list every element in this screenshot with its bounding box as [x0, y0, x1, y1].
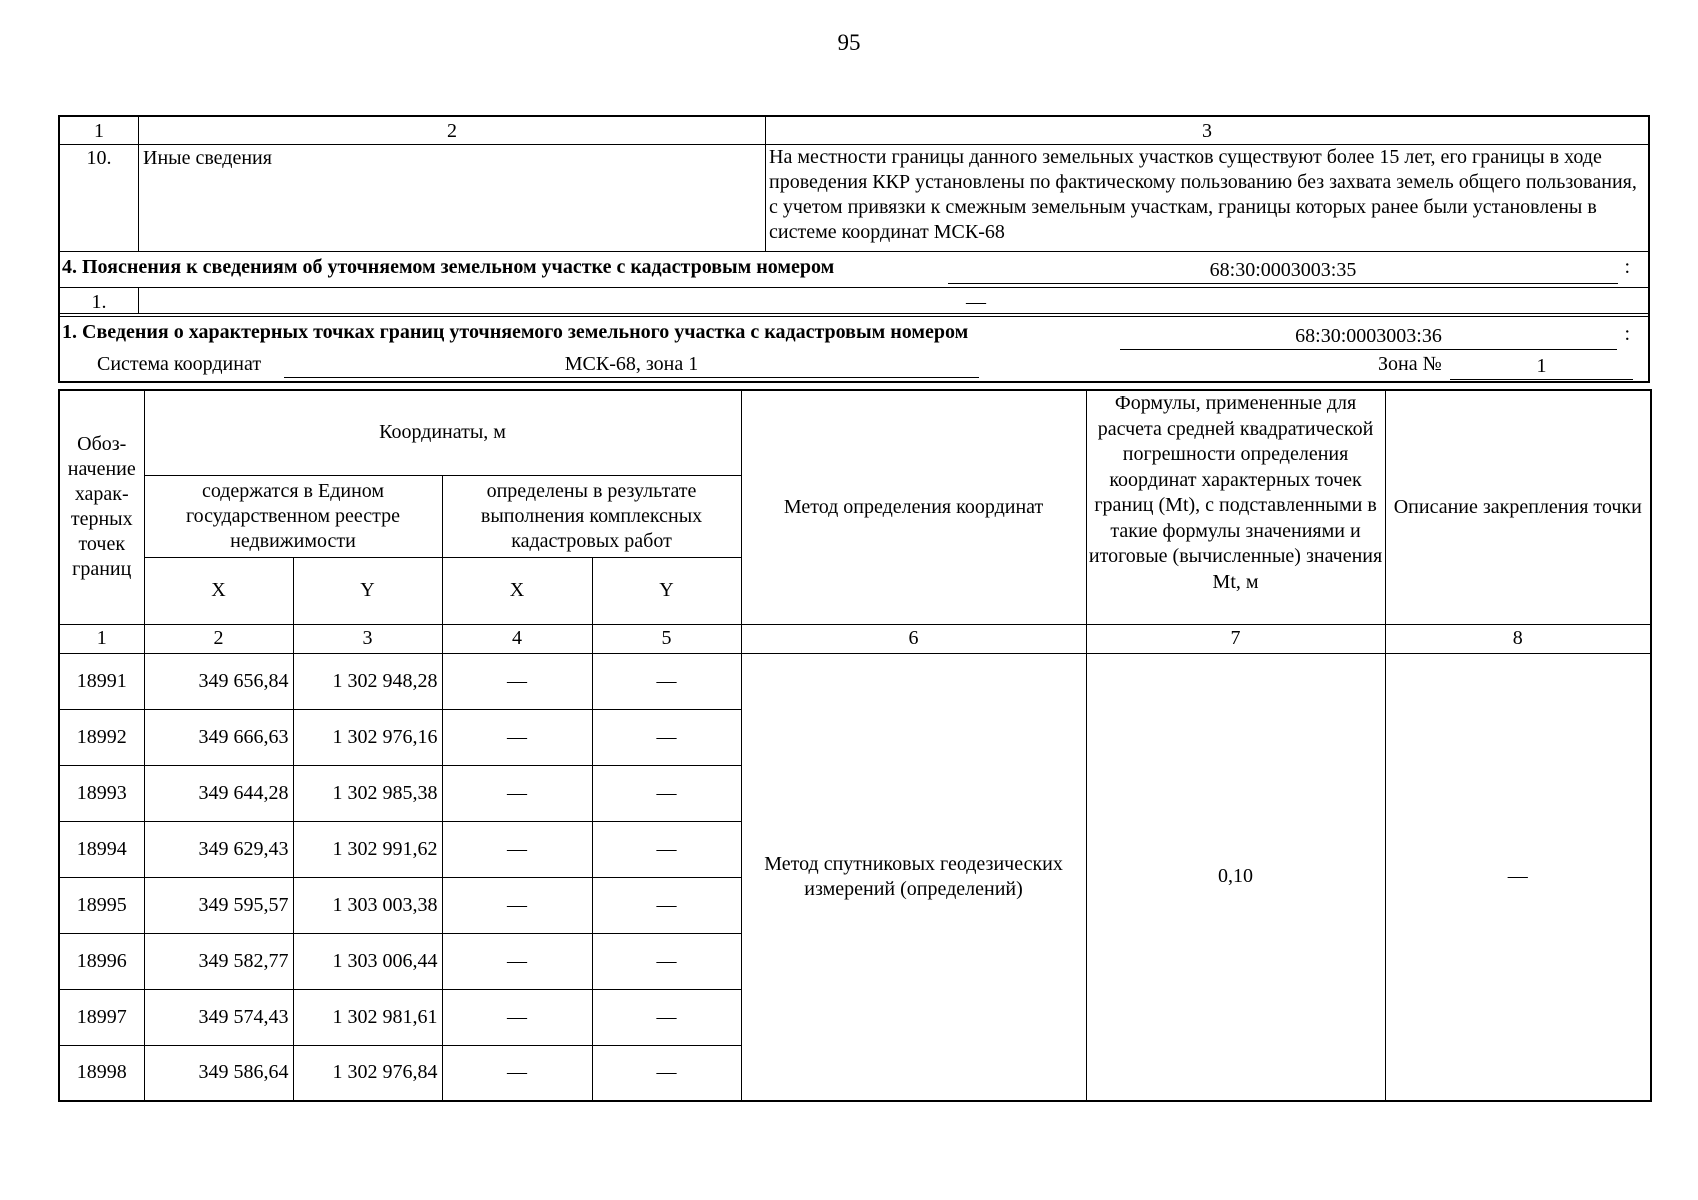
point-x: 349 574,43	[144, 989, 293, 1045]
col-number: 6	[741, 624, 1086, 653]
column-numbers-row	[59, 624, 1651, 653]
section4-colon: :	[1624, 256, 1630, 278]
point-y2: —	[592, 653, 741, 709]
other-info-text: На местности границы данного земельных участков существуют более 15 лет, его границы в ходе проведения ККР установлены по фактическому пользованию без захвата земель общего пользования, с учетом привязки к смежным земельным участкам, границы которых ранее были установлены в системе координат МСК-68	[769, 146, 1637, 243]
header-x1: X	[144, 557, 293, 624]
header-in-registry: содержатся в Едином государственном реестре недвижимости	[144, 475, 442, 557]
top-block	[58, 115, 1650, 383]
point-x2: —	[442, 989, 592, 1045]
point-y: 1 303 003,38	[293, 877, 442, 933]
header-determined: определены в результате выполнения комплексных кадастровых работ	[442, 475, 741, 557]
page-number: 95	[837, 30, 861, 55]
point-x: 349 586,64	[144, 1045, 293, 1101]
header-designation: Обоз-начение харак-терных точек границ	[59, 390, 144, 624]
point-x2: —	[442, 821, 592, 877]
point-y: 1 302 948,28	[293, 653, 442, 709]
header-y2: Y	[592, 557, 741, 624]
section4-label: 4. Пояснения к сведениям об уточняемом земельном участке с кадастровым номером	[62, 256, 835, 278]
mt-value: 0,10	[1086, 653, 1385, 1101]
point-id: 18998	[59, 1045, 144, 1101]
coord-system-label: Система координат	[97, 353, 262, 375]
point-y: 1 302 981,61	[293, 989, 442, 1045]
point-y: 1 302 976,16	[293, 709, 442, 765]
point-id: 18996	[59, 933, 144, 989]
header-description: Описание закрепления точки	[1385, 390, 1651, 624]
point-x: 349 644,28	[144, 765, 293, 821]
point-x: 349 656,84	[144, 653, 293, 709]
section4-row-num: 1.	[60, 288, 139, 313]
point-y2: —	[592, 1045, 741, 1101]
col-number: 8	[1385, 624, 1651, 653]
points-table	[58, 389, 1652, 1102]
zone-value: 1	[1450, 353, 1633, 380]
point-y2: —	[592, 989, 741, 1045]
header-y1: Y	[293, 557, 442, 624]
top-header-col1: 1	[60, 117, 139, 144]
other-info-num: 10.	[60, 145, 139, 251]
section4-cadastral-number: 68:30:0003003:35	[948, 257, 1618, 284]
point-x: 349 582,77	[144, 933, 293, 989]
point-y: 1 302 985,38	[293, 765, 442, 821]
section4-item-row	[60, 288, 1648, 317]
point-x: 349 595,57	[144, 877, 293, 933]
point-x2: —	[442, 765, 592, 821]
point-y: 1 303 006,44	[293, 933, 442, 989]
section4-row-value: —	[966, 291, 986, 313]
method-value: Метод спутниковых геодезических измерений (определений)	[741, 653, 1086, 1101]
col-number: 2	[144, 624, 293, 653]
top-header-row	[60, 117, 1648, 145]
point-x: 349 629,43	[144, 821, 293, 877]
section4-title-row	[60, 252, 1648, 288]
top-header-col2: 2	[139, 117, 766, 144]
col-number: 7	[1086, 624, 1385, 653]
point-y2: —	[592, 933, 741, 989]
point-x2: —	[442, 933, 592, 989]
col-number: 5	[592, 624, 741, 653]
header-coordinates: Координаты, м	[144, 390, 741, 475]
zone-label: Зона №	[1378, 353, 1442, 375]
col-number: 1	[59, 624, 144, 653]
coord-system-value: МСК-68, зона 1	[284, 351, 979, 378]
point-id: 18997	[59, 989, 144, 1045]
point-id: 18991	[59, 653, 144, 709]
point-x2: —	[442, 709, 592, 765]
point-x: 349 666,63	[144, 709, 293, 765]
point-y2: —	[592, 709, 741, 765]
header-method: Метод определения координат	[741, 390, 1086, 624]
point-id: 18994	[59, 821, 144, 877]
point-y2: —	[592, 821, 741, 877]
point-id: 18992	[59, 709, 144, 765]
section1-title-row	[60, 317, 1648, 381]
point-y: 1 302 976,84	[293, 1045, 442, 1101]
col-number: 3	[293, 624, 442, 653]
point-y: 1 302 991,62	[293, 821, 442, 877]
section1-cadastral-number: 68:30:0003003:36	[1120, 323, 1617, 350]
point-x2: —	[442, 1045, 592, 1101]
top-header-col3: 3	[1202, 120, 1212, 142]
other-info-row	[60, 145, 1648, 252]
table-header-row-1	[59, 390, 1651, 475]
other-info-label: Иные сведения	[139, 145, 766, 251]
section1-colon: :	[1624, 323, 1630, 345]
point-y2: —	[592, 877, 741, 933]
header-x2: X	[442, 557, 592, 624]
section1-label: 1. Сведения о характерных точках границ уточняемого земельного участка с кадастровым номером	[62, 321, 969, 343]
point-x2: —	[442, 877, 592, 933]
description-value: —	[1385, 653, 1651, 1101]
point-id: 18995	[59, 877, 144, 933]
point-id: 18993	[59, 765, 144, 821]
point-x2: —	[442, 653, 592, 709]
header-formulas: Формулы, примененные для расчета средней квадратической погрешности определения координат характерных точек границ (Mt), с подставленными в такие формулы значениями и итоговые (вычисленные) значения Mt, м	[1086, 390, 1385, 624]
table-row	[59, 653, 1651, 709]
point-y2: —	[592, 765, 741, 821]
col-number: 4	[442, 624, 592, 653]
